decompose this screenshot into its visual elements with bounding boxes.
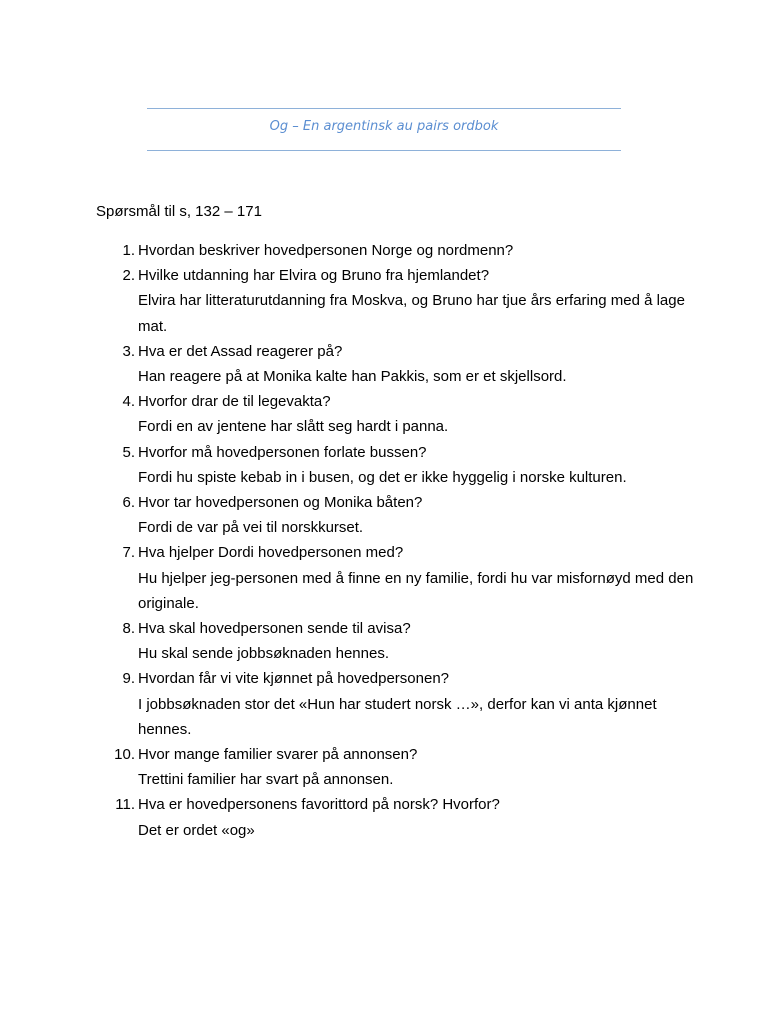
answer-text: I jobbsøknaden stor det «Hun har studert norsk …», derfor kan vi anta kjønnet hennes. bbox=[138, 695, 657, 738]
answer-text: Fordi en av jentene har slått seg hardt i panna. bbox=[138, 418, 449, 436]
answer-text: Elvira har litteraturutdanning fra Moskva, og Bruno har tjue års erfaring med å lage mat. bbox=[138, 292, 685, 335]
answer-text: Fordi hu spiste kebab in i busen, og det er ikke hyggelig i norske kulturen. bbox=[138, 468, 627, 486]
answer-text: Han reagere på at Monika kalte han Pakkis, som er et skjellsord. bbox=[138, 368, 567, 386]
list-item bbox=[96, 389, 696, 439]
question-text: Hvor tar hovedpersonen og Monika båten? bbox=[138, 494, 423, 512]
list-item bbox=[96, 792, 696, 842]
question-text: Hva skal hovedpersonen sende til avisa? bbox=[138, 620, 411, 638]
question-text: Hvorfor drar de til legevakta? bbox=[138, 393, 331, 411]
header-title: Og – En argentinsk au pairs ordbok bbox=[269, 119, 499, 134]
list-item-number: 7. bbox=[122, 544, 135, 562]
list-item-number: 11. bbox=[115, 796, 135, 814]
answer-text: Fordi de var på vei til norskkurset. bbox=[138, 519, 364, 537]
document-heading: Spørsmål til s, 132 – 171 bbox=[96, 203, 262, 220]
list-item bbox=[96, 666, 696, 742]
question-text: Hvordan får vi vite kjønnet på hovedpersonen? bbox=[138, 670, 450, 688]
list-item-number: 8. bbox=[122, 620, 135, 638]
answer-text: Trettini familier har svart på annonsen. bbox=[138, 771, 394, 789]
list-item-number: 1. bbox=[122, 242, 135, 259]
list-item-number: 3. bbox=[122, 342, 135, 360]
list-item bbox=[96, 616, 696, 666]
question-text: Hvilke utdanning har Elvira og Bruno fra hjemlandet? bbox=[138, 267, 490, 285]
list-item bbox=[96, 440, 696, 490]
question-text: Hvordan beskriver hovedpersonen Norge og nordmenn? bbox=[138, 242, 514, 259]
question-text: Hva er hovedpersonens favorittord på norsk? Hvorfor? bbox=[138, 796, 500, 814]
answer-text: Hu skal sende jobbsøknaden hennes. bbox=[138, 645, 390, 663]
list-item bbox=[96, 490, 696, 540]
list-item bbox=[96, 742, 696, 792]
question-text: Hva er det Assad reagerer på? bbox=[138, 342, 343, 360]
list-item bbox=[96, 263, 696, 339]
question-text: Hvor mange familier svarer på annonsen? bbox=[138, 746, 418, 764]
list-item-number: 5. bbox=[122, 443, 135, 461]
answer-text: Hu hjelper jeg-personen med å finne en ny familie, fordi hu var misfornøyd med den originale. bbox=[138, 569, 694, 612]
list-item-number: 2. bbox=[122, 267, 135, 285]
list-item-number: 6. bbox=[122, 494, 135, 512]
page-header bbox=[147, 108, 621, 151]
list-item-number: 4. bbox=[122, 393, 135, 411]
question-text: Hvorfor må hovedpersonen forlate bussen? bbox=[138, 443, 427, 461]
question-list bbox=[96, 238, 696, 843]
list-item bbox=[96, 540, 696, 616]
answer-text: Det er ordet «og» bbox=[138, 821, 255, 839]
list-item-number: 10. bbox=[114, 746, 135, 764]
list-item-number: 9. bbox=[122, 670, 135, 688]
list-item bbox=[96, 238, 696, 263]
question-text: Hva hjelper Dordi hovedpersonen med? bbox=[138, 544, 404, 562]
list-item bbox=[96, 339, 696, 389]
